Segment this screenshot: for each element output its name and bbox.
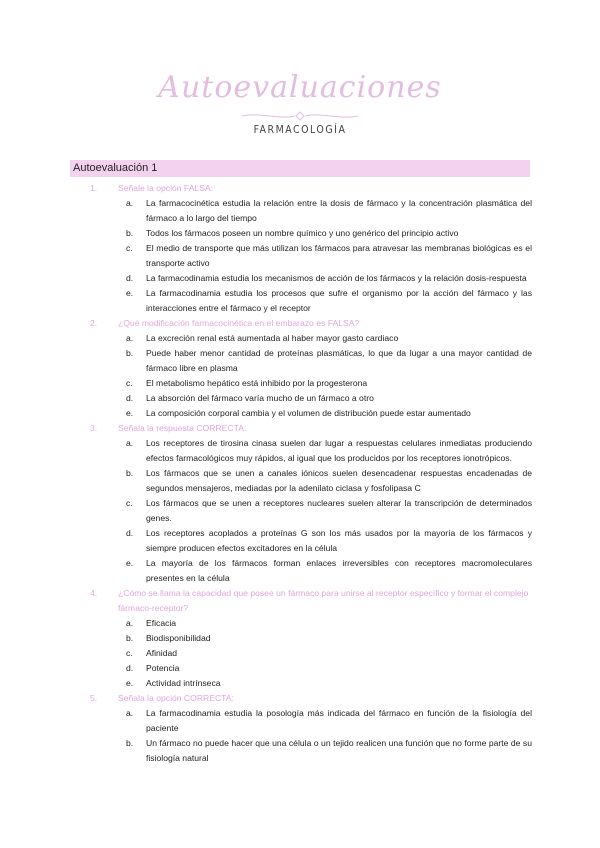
question-number: 4. <box>90 588 98 598</box>
question-item <box>70 421 532 436</box>
question-number: 5. <box>90 693 98 703</box>
answer-text: Los receptores acoplados a proteínas G son los más usados por la mayoría de los fármacos y siempre producen efectos excitadores en la célula <box>146 528 532 553</box>
answer-text: La composición corporal cambia y el volumen de distribución puede estar aumentado <box>146 408 471 418</box>
answer-letter: b. <box>126 348 134 358</box>
answer-letter: b. <box>126 228 134 238</box>
answer-text: La mayoría de los fármacos forman enlaces irreversibles con receptores macromoleculares presentes en la célula <box>146 558 532 583</box>
answer-option <box>70 391 532 406</box>
answer-text: Potencia <box>146 663 180 673</box>
answer-option <box>70 226 532 241</box>
answer-option <box>70 466 532 496</box>
answer-option <box>70 616 532 631</box>
answer-option <box>70 556 532 586</box>
answer-option <box>70 661 532 676</box>
answer-letter: a. <box>126 198 134 208</box>
answer-text: Afinidad <box>146 648 178 658</box>
answer-option <box>70 646 532 661</box>
question-item <box>70 691 532 706</box>
answer-letter: c. <box>126 378 133 388</box>
question-text: ¿Cómo se llama la capacidad que posee un fármaco para unirse al receptor específico y formar el complejo fármaco-receptor? <box>118 588 529 613</box>
answer-option <box>70 406 532 421</box>
answer-option <box>70 436 532 466</box>
answer-option <box>70 331 532 346</box>
question-item <box>70 316 532 331</box>
answer-option <box>70 736 532 766</box>
answer-text: Puede haber menor cantidad de proteínas plasmáticas, lo que da lugar a una mayor cantidad de fármaco libre en plasma <box>146 348 532 373</box>
answer-text: Todos los fármacos poseen un nombre químico y uno genérico del principio activo <box>146 228 459 238</box>
answer-text: Eficacia <box>146 618 177 628</box>
question-text: Señale la opción FALSA: <box>118 183 214 193</box>
answer-text: El medio de transporte que más utilizan los fármacos para atravesar las membranas biológicas es el transporte activo <box>146 243 532 268</box>
answer-letter: d. <box>126 528 134 538</box>
answer-option <box>70 706 532 736</box>
answer-letter: b. <box>126 468 134 478</box>
answer-letter: a. <box>126 333 134 343</box>
answer-text: La excreción renal está aumentada al haber mayor gasto cardiaco <box>146 333 399 343</box>
questions-list <box>70 181 532 766</box>
answer-text: La farmacodinamia estudia los procesos que sufre el organismo por la acción del fármaco y las interacciones entre el fármaco y el receptor <box>146 288 532 313</box>
answer-letter: c. <box>126 243 133 253</box>
answer-option <box>70 676 532 691</box>
answer-letter: e. <box>126 558 134 568</box>
answer-letter: a. <box>126 618 134 628</box>
question-number: 2. <box>90 318 98 328</box>
question-number: 3. <box>90 423 98 433</box>
answer-letter: d. <box>126 393 134 403</box>
answer-option <box>70 346 532 376</box>
answer-text: Actividad intrínseca <box>146 678 221 688</box>
answer-letter: b. <box>126 738 134 748</box>
answer-text: Los receptores de tirosina cinasa suelen dar lugar a respuestas celulares inmediatas produciendo efectos farmacológicos muy rápidos, al igual que los producidos por los receptores ionotrópicos. <box>146 438 532 463</box>
document-subtitle: FARMACOLOGÍA <box>253 124 347 136</box>
answer-text: El metabolismo hepático está inhibido por la progesterona <box>146 378 368 388</box>
question-number: 1. <box>90 183 98 193</box>
answer-option <box>70 241 532 271</box>
answer-text: Un fármaco no puede hacer que una célula o un tejido realicen una función que no forme parte de su fisiología natural <box>146 738 532 763</box>
answer-text: La farmacodinamia estudia los mecanismos de acción de los fármacos y la relación dosis-respuesta <box>146 273 527 283</box>
answer-text: La farmacocinética estudia la relación entre la dosis de fármaco y la concentración plasmática del fármaco a lo largo del tiempo <box>146 198 532 223</box>
answer-letter: a. <box>126 438 134 448</box>
answer-option <box>70 286 532 316</box>
answer-letter: a. <box>126 708 134 718</box>
answer-letter: e. <box>126 678 134 688</box>
question-item <box>70 181 532 196</box>
answer-text: Los fármacos que se unen a canales iónicos suelen desencadenar respuestas encadenadas de segundos mensajeros, mediadas por la adenilato ciclasa y fosfolipasa C <box>146 468 532 493</box>
question-text: ¿Qué modificación farmacocinética en el embarazo es FALSA? <box>118 318 360 328</box>
section-header: Autoevaluación 1 <box>70 160 530 177</box>
divider-ornament-icon <box>240 110 360 122</box>
answer-letter: d. <box>126 273 134 283</box>
question-text: Señala la opción CORRECTA: <box>118 693 234 703</box>
answer-letter: e. <box>126 288 134 298</box>
answer-letter: c. <box>126 498 133 508</box>
answer-letter: c. <box>126 648 133 658</box>
question-item <box>70 586 532 616</box>
answer-option <box>70 496 532 526</box>
answer-option <box>70 526 532 556</box>
question-text: Señala la respuesta CORRECTA: <box>118 423 247 433</box>
answer-option <box>70 631 532 646</box>
answer-option <box>70 271 532 286</box>
document-title: Autoevaluaciones <box>158 70 442 105</box>
answer-option <box>70 196 532 226</box>
answer-option <box>70 376 532 391</box>
answer-letter: e. <box>126 408 134 418</box>
answer-letter: b. <box>126 633 134 643</box>
answer-letter: d. <box>126 663 134 673</box>
answer-text: La farmacodinamia estudia la posología más indicada del fármaco en función de la fisiología del paciente <box>146 708 532 733</box>
answer-text: Los fármacos que se unen a receptores nucleares suelen alterar la transcripción de determinados genes. <box>146 498 532 523</box>
answer-text: Biodisponibilidad <box>146 633 211 643</box>
answer-text: La absorción del fármaco varía mucho de un fármaco a otro <box>146 393 374 403</box>
